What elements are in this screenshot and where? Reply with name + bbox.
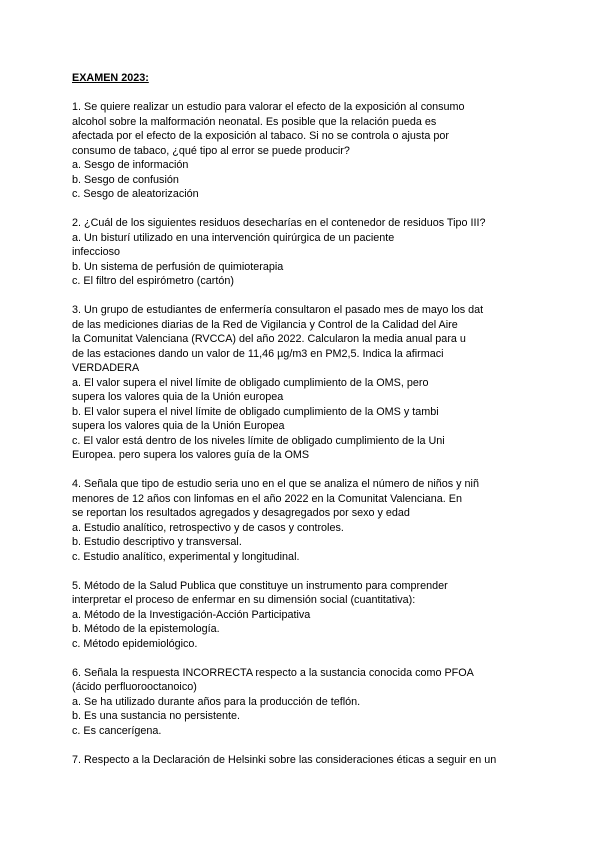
question-line: la Comunitat Valenciana (RVCCA) del año 2022. Calcularon la media anual para u xyxy=(72,333,466,345)
question-2 xyxy=(72,216,580,289)
question-line: (ácido perfluorooctanoico) xyxy=(72,681,197,693)
question-line: c. Estudio analítico, experimental y longitudinal. xyxy=(72,550,300,563)
question-line: menores de 12 años con linfomas en el año 2022 en la Comunitat Valenciana. En xyxy=(72,492,462,505)
question-line: c. Sesgo de aleatorización xyxy=(72,188,199,200)
question-4 xyxy=(72,477,580,564)
question-line: a. Estudio analítico, retrospectivo y de casos y controles. xyxy=(72,521,344,534)
question-line: a. Un bisturí utilizado en una intervención quirúrgica de un paciente xyxy=(72,231,395,244)
question-list xyxy=(72,100,580,767)
exam-title: EXAMEN 2023: xyxy=(72,72,149,84)
question-line: a. Método de la Investigación-Acción Participativa xyxy=(72,608,311,621)
question-line: interpretar el proceso de enfermar en su dimensión social (cuantitativa): xyxy=(72,594,416,606)
question-line: b. Método de la epistemología. xyxy=(72,623,220,635)
question-line: b. Estudio descriptivo y transversal. xyxy=(72,536,242,548)
question-line: c. El filtro del espirómetro (cartón) xyxy=(72,275,235,287)
question-5 xyxy=(72,579,580,652)
question-line: c. Método epidemiológico. xyxy=(72,637,198,650)
question-line: VERDADERA xyxy=(72,362,140,374)
question-line: 3. Un grupo de estudiantes de enfermería consultaron el pasado mes de mayo los dat xyxy=(72,304,484,316)
question-7 xyxy=(72,753,580,768)
question-line: supera los valores quia de la Unión Europea xyxy=(72,420,285,432)
question-line: a. Sesgo de información xyxy=(72,159,189,171)
question-line: Europea. pero supera los valores guía de la OMS xyxy=(72,449,310,461)
question-line: 6. Señala la respuesta INCORRECTA respecto a la sustancia conocida como PFOA xyxy=(72,666,474,679)
question-line: supera los valores quia de la Unión europea xyxy=(72,391,284,403)
question-line: 4. Señala que tipo de estudio seria uno en el que se analiza el número de niños y niñ xyxy=(72,478,479,490)
question-3 xyxy=(72,303,580,463)
question-line: se reportan los resultados agregados y desagregados por sexo y edad xyxy=(72,507,410,519)
question-6 xyxy=(72,666,580,739)
question-line: a. El valor supera el nivel límite de obligado cumplimiento de la OMS, pero xyxy=(72,376,429,389)
question-line: consumo de tabaco, ¿qué tipo al error se puede producir? xyxy=(72,144,350,157)
question-line: b. El valor supera el nivel límite de obligado cumplimiento de la OMS y tambi xyxy=(72,405,439,418)
question-line: 1. Se quiere realizar un estudio para valorar el efecto de la exposición al consumo xyxy=(72,101,465,113)
question-line: 5. Método de la Salud Publica que constituye un instrumento para comprender xyxy=(72,579,448,592)
question-line: de las estaciones dando un valor de 11,46 µg/m3 en PM2,5. Indica la afirmaci xyxy=(72,347,444,360)
question-line: b. Es una sustancia no persistente. xyxy=(72,710,241,722)
question-line: afectada por el efecto de la exposición al tabaco. Si no se controla o ajusta por xyxy=(72,130,449,142)
question-line: c. El valor está dentro de los niveles límite de obligado cumplimiento de la Uni xyxy=(72,434,445,447)
question-line: de las mediciones diarias de la Red de Vigilancia y Control de la Calidad del Aire xyxy=(72,318,458,331)
question-line: infeccioso xyxy=(72,246,121,258)
question-line: b. Sesgo de confusión xyxy=(72,173,179,186)
question-line: alcohol sobre la malformación neonatal. Es posible que la relación pueda es xyxy=(72,115,437,128)
question-line: c. Es cancerígena. xyxy=(72,724,162,737)
question-line: 2. ¿Cuál de los siguientes residuos desecharías en el contenedor de residuos Tipo III? xyxy=(72,217,486,229)
question-line: b. Un sistema de perfusión de quimioterapia xyxy=(72,260,284,273)
question-line: a. Se ha utilizado durante años para la producción de teflón. xyxy=(72,695,361,708)
question-1 xyxy=(72,100,580,202)
question-line: 7. Respecto a la Declaración de Helsinki sobre las consideraciones éticas a seguir en un xyxy=(72,753,497,766)
